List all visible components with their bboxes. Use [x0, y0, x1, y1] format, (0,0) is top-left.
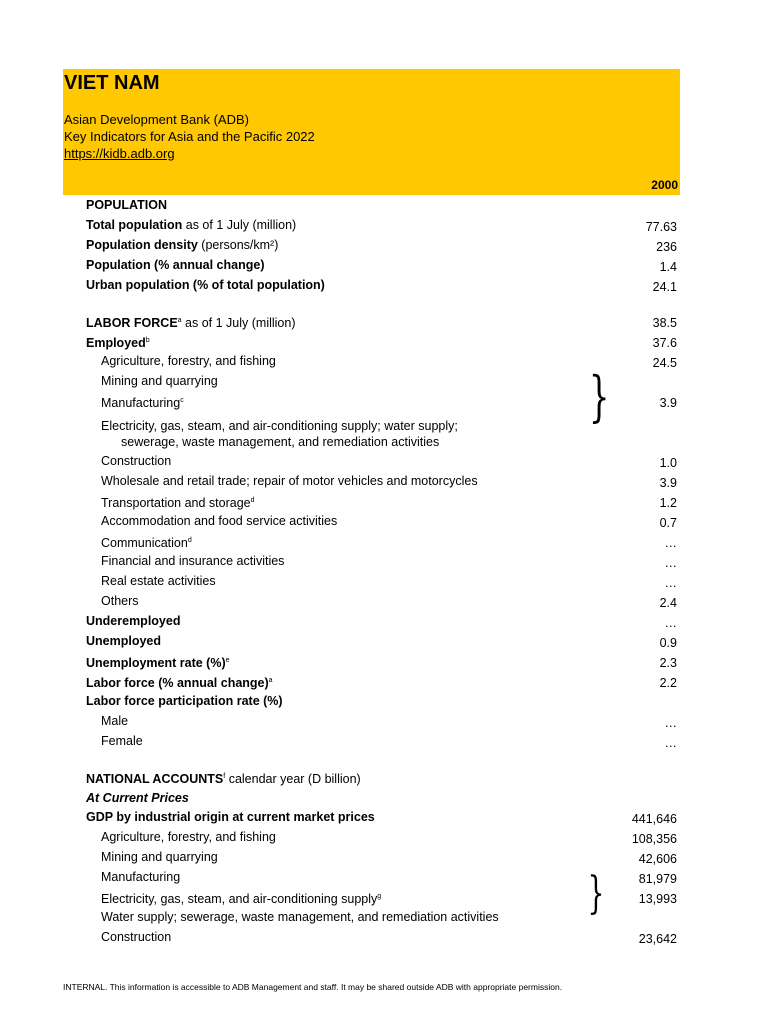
row-label-continued: sewerage, waste management, and remediation activities: [121, 435, 440, 449]
table-row: [0, 733, 768, 753]
table-row: [0, 809, 768, 829]
row-value: 1.4: [659, 260, 677, 274]
row-value: …: [664, 716, 677, 730]
row-value: 24.1: [652, 280, 677, 294]
row-label: Financial and insurance activities: [101, 554, 285, 568]
row-label: Accommodation and food service activities: [101, 514, 338, 528]
row-value: 38.5: [652, 316, 677, 330]
table-row: [0, 493, 768, 513]
table-row: [0, 257, 768, 277]
row-value: 236: [656, 240, 677, 254]
row-label: Unemployment rate (%): [86, 656, 226, 671]
source-publication: Key Indicators for Asia and the Pacific 2022: [64, 129, 315, 144]
row-label: Employed: [86, 336, 146, 351]
table-row: [0, 217, 768, 237]
table-row: [0, 453, 768, 473]
section-labor-force: [0, 313, 768, 333]
row-label: Labor force participation rate (%): [86, 694, 283, 708]
row-unit: (persons/km²): [197, 238, 279, 252]
table-row: [0, 473, 768, 493]
row-label: Underemployed: [86, 614, 181, 628]
source-org: Asian Development Bank (ADB): [64, 112, 249, 127]
table-row: [0, 613, 768, 633]
row-value: 2.2: [659, 676, 677, 690]
row-label: Labor force (% annual change): [86, 676, 269, 691]
table-row: [0, 829, 768, 849]
footnote-mark: c: [180, 397, 184, 404]
country-title: VIET NAM: [64, 72, 160, 94]
row-label: Population (% annual change): [86, 258, 265, 272]
row-label: Real estate activities: [101, 574, 216, 588]
footnote-mark: a: [268, 677, 273, 684]
row-value: 77.63: [645, 220, 677, 234]
table-row: [0, 237, 768, 257]
year-column-header: 2000: [651, 178, 678, 192]
row-label: Electricity, gas, steam, and air-conditioning supply: [101, 892, 378, 907]
row-value: …: [664, 576, 677, 590]
footnote-mark: a: [177, 317, 182, 324]
table-row: [0, 373, 768, 393]
footer-notice: INTERNAL. This information is accessible to ADB Management and staff. It may be shared outside ADB with appropriate permission.: [63, 982, 563, 992]
footnote-mark: f: [223, 773, 226, 780]
row-label: Urban population (% of total population): [86, 278, 325, 292]
source-link[interactable]: https://kidb.adb.org: [64, 146, 175, 161]
table-row: [0, 593, 768, 613]
row-label: Others: [101, 594, 139, 608]
table-row: [0, 693, 768, 713]
table-row: [0, 713, 768, 733]
row-value: 3.9: [659, 396, 677, 410]
row-unit: as of 1 July (million): [181, 316, 296, 331]
table-row: [0, 849, 768, 869]
row-value: 24.5: [652, 356, 677, 370]
table-row: [0, 869, 768, 889]
footnote-mark: b: [145, 337, 150, 344]
row-value: 0.9: [659, 636, 677, 650]
row-value: 1.2: [659, 496, 677, 510]
row-label: Mining and quarrying: [101, 374, 218, 388]
row-value: 81,979: [638, 872, 677, 886]
row-label: Construction: [101, 930, 172, 944]
row-value: 2.4: [659, 596, 677, 610]
row-label: Agriculture, forestry, and fishing: [101, 830, 276, 844]
row-label: Wholesale and retail trade; repair of motor vehicles and motorcycles: [101, 474, 478, 488]
section-heading: LABOR FORCE: [86, 316, 178, 331]
row-value: …: [664, 536, 677, 550]
row-label: Male: [101, 714, 129, 728]
row-label: Manufacturing: [101, 396, 181, 411]
row-label: Communication: [101, 536, 188, 551]
row-label: Transportation and storage: [101, 496, 251, 511]
subsection-current-prices: [0, 790, 768, 810]
row-label: Mining and quarrying: [101, 850, 218, 864]
header-band: [63, 69, 680, 195]
footnote-mark: d: [187, 537, 192, 544]
row-label: Female: [101, 734, 143, 748]
table-row: [0, 513, 768, 533]
section-heading: POPULATION: [86, 198, 168, 212]
row-label: Population density: [86, 238, 198, 252]
table-row: [0, 418, 768, 452]
row-label: Construction: [101, 454, 172, 468]
row-label: GDP by industrial origin at current market prices: [86, 810, 375, 824]
row-value: 2.3: [659, 656, 677, 670]
row-value: 108,356: [631, 832, 677, 846]
row-label: Agriculture, forestry, and fishing: [101, 354, 276, 368]
row-unit: calendar year (D billion): [225, 772, 361, 787]
footnote-mark: d: [250, 497, 255, 504]
row-label: Manufacturing: [101, 870, 181, 884]
table-row: [0, 909, 768, 929]
row-value: 42,606: [638, 852, 677, 866]
row-value: 3.9: [659, 476, 677, 490]
group-brace: }: [587, 868, 605, 919]
row-value: 0.7: [659, 516, 677, 530]
row-label: Electricity, gas, steam, and air-conditioning supply; water supply;: [101, 419, 458, 433]
row-value: 441,646: [631, 812, 677, 826]
row-value: …: [664, 616, 677, 630]
table-row: [0, 393, 768, 413]
row-label: Water supply; sewerage, waste management, and remediation activities: [101, 910, 499, 924]
section-heading: NATIONAL ACCOUNTS: [86, 772, 224, 787]
table-row: [0, 929, 768, 949]
group-brace: }: [588, 365, 610, 428]
table-row: [0, 533, 768, 553]
table-row: [0, 353, 768, 373]
subsection-heading: At Current Prices: [86, 791, 189, 805]
row-value: 23,642: [638, 932, 677, 946]
section-national-accounts: [0, 769, 768, 789]
table-row: [0, 573, 768, 593]
table-row: [0, 277, 768, 297]
table-row: [0, 633, 768, 653]
footnote-mark: e: [225, 657, 230, 664]
row-value: …: [664, 736, 677, 750]
footnote-mark: g: [377, 893, 382, 900]
row-label: Unemployed: [86, 634, 162, 648]
row-value: 13,993: [638, 892, 677, 906]
row-value: 1.0: [659, 456, 677, 470]
row-label: Total population: [86, 218, 183, 232]
row-value: …: [664, 556, 677, 570]
table-row: [0, 553, 768, 573]
table-row: [0, 673, 768, 693]
row-value: 37.6: [652, 336, 677, 350]
table-row: [0, 889, 768, 909]
section-population: [0, 197, 768, 217]
row-unit: as of 1 July (million): [182, 218, 297, 232]
table-row: [0, 333, 768, 353]
table-row: [0, 653, 768, 673]
